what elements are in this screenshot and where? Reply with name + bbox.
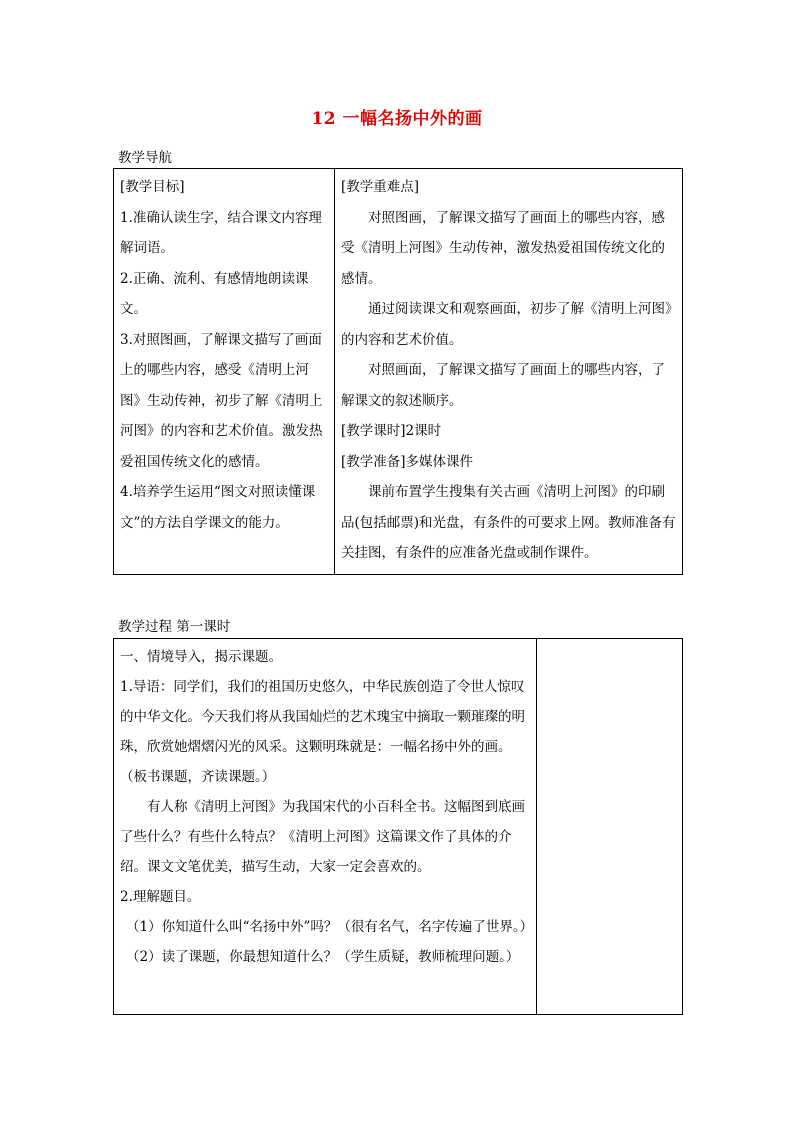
goal-item: 4.培养学生运用“图文对照读懂课文”的方法自学课文的能力。 (120, 484, 316, 531)
goal-item: 2.正确、流利、有感情地朗读课文。 (120, 270, 309, 317)
nav-label: 教学导航 (118, 150, 172, 166)
process-main-cell (114, 639, 537, 1015)
process-notes-cell (537, 639, 683, 1015)
key-point-paragraph: 通过阅读课文和观察画面，初步了解《清明上河图》的内容和艺术价值。 (341, 301, 672, 348)
key-point-paragraph: 对照图画，了解课文描写了画面上的哪些内容，感受《清明上河图》生动传神，激发热爱祖国传统文化的感情。 (341, 209, 665, 287)
process-intro-2: 有人称《清明上河图》为我国宋代的小百科全书。这幅图到底画了些什么？有些什么特点？《清明上河图》这篇课文作了具体的介绍。课文文笔优美，描写生动，大家一定会喜欢的。 (120, 799, 525, 875)
process-section-heading: 一、情境导入，揭示课题。 (120, 649, 282, 665)
teaching-nav-table (113, 168, 683, 575)
key-point-paragraph: 对照画面，了解课文描写了画面上的哪些内容，了解课文的叙述顺序。 (341, 362, 665, 409)
key-points-heading: [教学重难点] (341, 179, 420, 195)
process-question: （2）读了课题，你最想知道什么？（学生质疑，教师梳理问题。） (126, 949, 520, 965)
process-label: 教学过程 第一课时 (118, 619, 231, 635)
teaching-prep-detail: 课前布置学生搜集有关古画《清明上河图》的印刷品(包括邮票)和光盘，有条件的可要求上网。教师准备有关挂图，有条件的应准备光盘或制作课件。 (341, 484, 676, 561)
teaching-hours: [教学课时]2课时 (341, 423, 442, 439)
goal-item: 1.准确认读生字，结合课文内容理解词语。 (120, 209, 322, 256)
process-intro: 1.导语：同学们，我们的祖国历史悠久，中华民族创造了令世人惊叹的中华文化。今天我们将从我国灿烂的艺术瑰宝中摘取一颗璀璨的明珠，欣赏她熠熠闪光的风采。这颗明珠就是：一幅名扬中外的画。（板书课题，齐读课题。） (120, 679, 525, 785)
teaching-process-table (113, 638, 683, 1015)
teaching-prep: [教学准备]多媒体课件 (341, 453, 474, 470)
goals-heading: [教学目标] (120, 179, 185, 195)
goals-cell (114, 169, 335, 575)
key-points-cell (335, 169, 683, 575)
process-question: （1）你知道什么叫“名扬中外”吗？（很有名气，名字传遍了世界。） (126, 919, 534, 935)
goal-item: 3.对照图画，了解课文描写了画面上的哪些内容，感受《清明上河图》生动传神，初步了解《清明上河图》的内容和艺术价值。激发热爱祖国传统文化的感情。 (120, 331, 323, 470)
process-topic: 2.理解题目。 (120, 889, 201, 905)
lesson-title: 12 一幅名扬中外的画 (311, 109, 483, 129)
